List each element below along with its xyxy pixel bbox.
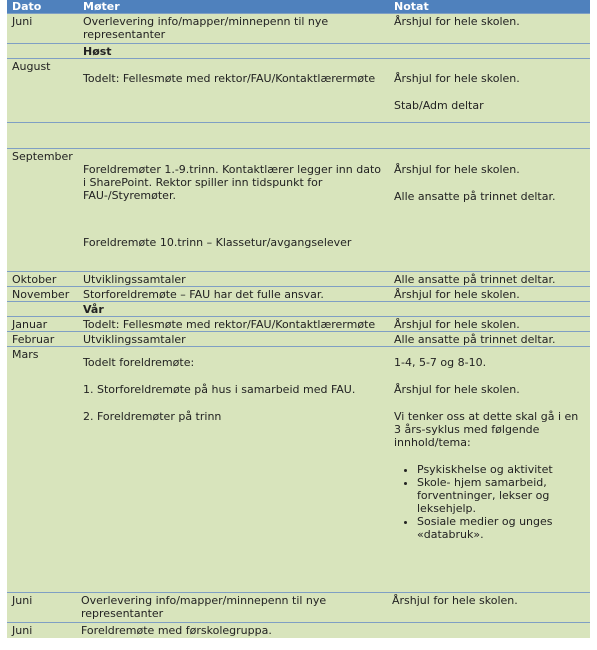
- table-row: [7, 347, 590, 593]
- table-row: [7, 272, 590, 287]
- row-moter: Foreldremøter 1.-9.trinn. Kontaktlærer legger inn dato i SharePoint. Rektor spiller inn tidspunkt for FAU-/Styremøter.: [83, 163, 381, 202]
- season-label: Vår: [78, 302, 389, 317]
- row-dato: Juni: [7, 593, 78, 623]
- row-dato: Februar: [7, 332, 78, 347]
- table-row-empty: [7, 123, 590, 149]
- list-item: • Skole- hjem samarbeid, forventninger, lekser og leksehjelp.: [417, 476, 585, 515]
- table-row: [7, 59, 590, 123]
- row-notat: Årshjul for hele skolen.: [394, 163, 520, 176]
- season-row-var: [7, 302, 590, 317]
- row-dato: August: [7, 59, 78, 123]
- table-row: [7, 317, 590, 332]
- season-label: Høst: [78, 44, 389, 59]
- table-header-row: [7, 0, 590, 14]
- table-row: [7, 149, 590, 272]
- row-notat: Alle ansatte på trinnet deltar.: [389, 332, 590, 347]
- row-dato: Januar: [7, 317, 78, 332]
- row-dato: November: [7, 287, 78, 302]
- list-item: • Sosiale medier og unges «databruk».: [417, 515, 585, 541]
- row-notat: Årshjul for hele skolen.: [389, 593, 590, 623]
- row-dato: September: [7, 149, 78, 272]
- row-moter: 2. Foreldremøter på trinn: [83, 410, 222, 423]
- header-notat: Notat: [389, 0, 590, 14]
- table-row: [7, 14, 590, 44]
- row-notat: Vi tenker oss at dette skal gå i en 3 års-syklus med følgende innhold/tema:: [394, 410, 579, 449]
- row-notat: Stab/Adm deltar: [394, 99, 484, 112]
- row-moter: Storforeldremøte – FAU har det fulle ansvar.: [78, 287, 389, 302]
- row-moter: Foreldremøte 10.trinn – Klassetur/avgangselever: [83, 236, 352, 249]
- meeting-schedule-table: [7, 0, 590, 638]
- row-moter: Todelt: Fellesmøte med rektor/FAU/Kontaktlærermøte: [78, 317, 389, 332]
- row-dato: Oktober: [7, 272, 78, 287]
- row-notat: Årshjul for hele skolen.: [389, 287, 590, 302]
- table-row: [7, 623, 590, 638]
- row-moter: Overlevering info/mapper/minnepenn til nye representanter: [78, 593, 389, 623]
- row-moter: 1. Storforeldremøte på hus i samarbeid med FAU.: [83, 383, 356, 396]
- row-dato: Mars: [7, 347, 78, 593]
- row-moter: Overlevering info/mapper/minnepenn til nye representanter: [78, 14, 389, 44]
- row-moter: Todelt: Fellesmøte med rektor/FAU/Kontaktlærermøte: [83, 72, 376, 85]
- row-notat: Årshjul for hele skolen.: [389, 14, 590, 44]
- table-row: [7, 593, 590, 623]
- header-dato: Dato: [7, 0, 78, 14]
- row-moter: Todelt foreldremøte:: [83, 356, 195, 369]
- row-dato: Juni: [7, 623, 78, 638]
- row-notat: Alle ansatte på trinnet deltar.: [394, 190, 556, 203]
- row-notat: 1-4, 5-7 og 8-10.: [394, 356, 487, 369]
- table-row: [7, 332, 590, 347]
- row-notat: Årshjul for hele skolen.: [394, 72, 520, 85]
- row-notat: Årshjul for hele skolen.: [394, 383, 520, 396]
- row-notat: Alle ansatte på trinnet deltar.: [389, 272, 590, 287]
- list-item: • Psykiskhelse og aktivitet: [417, 463, 585, 476]
- header-moter: Møter: [78, 0, 389, 14]
- row-moter: Utviklingssamtaler: [78, 332, 389, 347]
- table-row: [7, 287, 590, 302]
- row-notat: Årshjul for hele skolen.: [389, 317, 590, 332]
- theme-list: [417, 463, 585, 541]
- row-moter: Foreldremøte med førskolegruppa.: [78, 623, 389, 638]
- row-dato: Juni: [7, 14, 78, 44]
- row-moter: Utviklingssamtaler: [78, 272, 389, 287]
- season-row-host: [7, 44, 590, 59]
